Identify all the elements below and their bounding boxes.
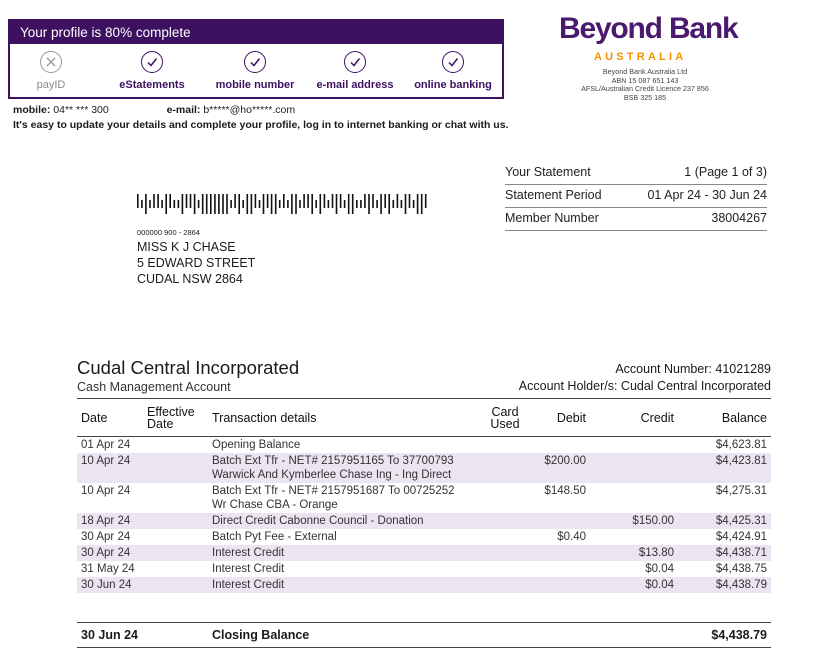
cell-date: 18 Apr 24 — [77, 513, 143, 529]
header-debit: Debit — [538, 399, 590, 437]
address-line: CUDAL NSW 2864 — [137, 272, 243, 286]
details-line: Direct Credit Cabonne Council - Donation — [212, 515, 424, 527]
closing-label: Closing Balance — [212, 628, 310, 642]
header-date: Date — [77, 399, 143, 437]
details-line: Interest Credit — [212, 579, 285, 591]
cell-date: 10 Apr 24 — [81, 485, 131, 497]
account-holder: Account Holder/s: Cudal Central Incorporated — [518, 379, 771, 393]
cell-credit — [590, 483, 678, 513]
bank-info — [545, 68, 745, 102]
cell-credit — [590, 453, 678, 483]
cell-details — [208, 545, 468, 561]
step-label: eStatements — [119, 79, 185, 91]
table-row — [77, 577, 771, 593]
cell-credit — [590, 437, 678, 454]
cell-debit — [538, 561, 590, 577]
cell-debit — [538, 437, 590, 454]
contact-row — [13, 104, 295, 116]
details-line: Batch Ext Tfr - NET# 2157951687 To 00725252 — [212, 485, 455, 497]
cell-details — [208, 453, 468, 483]
cell-effective-date — [143, 453, 208, 483]
step-mobile-number — [200, 51, 310, 91]
cell-credit: $13.80 — [590, 545, 678, 561]
details-line: Batch Ext Tfr - NET# 2157951165 To 37700793 — [212, 455, 454, 467]
bank-info-line: Beyond Bank Australia Ltd — [602, 67, 688, 76]
cell-effective-date — [143, 483, 208, 513]
update-message: It's easy to update your details and complete your profile, log in to internet banking or chat with us. — [13, 119, 509, 131]
transactions-table — [77, 398, 771, 593]
cell-date: 31 May 24 — [81, 563, 135, 575]
step-label: e-mail address — [316, 79, 394, 91]
table-header-row — [77, 399, 771, 437]
cell-effective-date — [143, 513, 208, 529]
cell-card-used — [468, 529, 538, 545]
mobile-value: 04** *** 300 — [53, 104, 109, 116]
x-circle-icon — [40, 51, 62, 73]
table-row — [77, 529, 771, 545]
address-line: 5 EDWARD STREET — [137, 256, 256, 270]
header-card-line: Used — [490, 416, 520, 431]
header-credit: Credit — [590, 399, 678, 437]
cell-card-used — [468, 453, 538, 483]
cell-balance: $4,424.91 — [715, 531, 767, 543]
mailing-address — [137, 239, 255, 287]
closing-date: 30 Jun 24 — [81, 628, 138, 642]
closing-balance: $4,438.79 — [711, 628, 767, 642]
step-label: mobile number — [215, 79, 295, 91]
cell-credit: $0.04 — [645, 563, 674, 575]
cell-card-used — [468, 545, 538, 561]
header-effective-line: Date — [147, 416, 174, 431]
check-circle-icon — [141, 51, 163, 73]
statement-value: 1 (Page 1 of 3) — [684, 165, 767, 179]
cell-date: 10 Apr 24 — [77, 453, 143, 483]
cell-debit — [538, 577, 590, 593]
email-label: e-mail: — [166, 104, 201, 116]
header-card-line: Card — [491, 404, 519, 419]
statement-row — [505, 185, 767, 208]
table-row — [77, 545, 771, 561]
profile-header: Your profile is 80% complete — [10, 21, 502, 44]
closing-divider — [77, 622, 771, 623]
cell-credit: $150.00 — [590, 513, 678, 529]
details-line: Warwick And Kymberlee Chase Ing - Ing Direct — [212, 469, 452, 481]
cell-effective-date — [143, 545, 208, 561]
cell-debit — [538, 513, 590, 529]
account-name: Cudal Central Incorporated — [77, 357, 300, 378]
bank-info-line: BSB 325 185 — [623, 92, 667, 102]
cell-credit — [590, 529, 678, 545]
logo-subtitle: AUSTRALIA — [594, 51, 687, 63]
cell-effective-date — [143, 561, 208, 577]
email-value: b*****@ho*****.com — [203, 104, 296, 116]
cell-details — [208, 577, 468, 593]
header-details: Transaction details — [208, 399, 468, 437]
bank-info-line: ABN 15 087 651 143 — [611, 75, 679, 85]
cell-details — [208, 561, 468, 577]
cell-card-used — [468, 561, 538, 577]
table-row — [77, 483, 771, 513]
bank-info-line: AFSL/Australian Credit Licence 237 856 — [581, 84, 709, 93]
header-effective-date — [143, 399, 208, 437]
check-circle-icon — [344, 51, 366, 73]
table-row — [77, 513, 771, 529]
table-row — [77, 453, 771, 483]
cell-debit: $200.00 — [538, 453, 590, 483]
logo-name: Beyond Bank — [559, 12, 738, 45]
cell-details — [208, 513, 468, 529]
cell-balance: $4,423.81 — [678, 453, 771, 483]
cell-credit: $0.04 — [590, 577, 678, 593]
step-payid — [0, 51, 106, 91]
mobile-label: mobile: — [13, 104, 51, 116]
cell-effective-date — [143, 577, 208, 593]
profile-completion-box — [8, 19, 504, 99]
header-effective-line: Effective — [147, 404, 195, 419]
details-line: Interest Credit — [212, 547, 285, 559]
cell-debit: $148.50 — [544, 485, 586, 497]
cell-balance: $4,275.31 — [715, 485, 767, 497]
step-estatements — [97, 51, 207, 91]
details-line: Opening Balance — [212, 439, 301, 451]
details-line: Batch Pyt Fee - External — [212, 531, 337, 543]
table-row — [77, 437, 771, 454]
address-code: 000000 900 - 2864 — [137, 228, 200, 237]
check-circle-icon — [442, 51, 464, 73]
details-line: Wr Chase CBA - Orange — [212, 499, 338, 511]
cell-details — [208, 529, 468, 545]
cell-balance: $4,438.71 — [678, 545, 771, 561]
step-label: payID — [36, 79, 66, 91]
statement-row — [505, 208, 767, 231]
details-line: Interest Credit — [212, 563, 285, 575]
step-online-banking — [398, 51, 508, 91]
cell-date: 30 Apr 24 — [81, 531, 131, 543]
step-label: online banking — [414, 79, 492, 91]
cell-balance: $4,438.75 — [715, 563, 767, 575]
cell-debit: $0.40 — [557, 531, 586, 543]
cell-date: 30 Apr 24 — [77, 545, 143, 561]
statement-summary — [505, 162, 767, 231]
cell-balance: $4,438.79 — [678, 577, 771, 593]
step-email-address — [300, 51, 410, 91]
statement-label: Your Statement — [505, 165, 591, 179]
account-number: Account Number: 41021289 — [615, 362, 771, 376]
cell-effective-date — [143, 529, 208, 545]
account-type: Cash Management Account — [77, 380, 231, 394]
cell-date: 01 Apr 24 — [81, 439, 131, 451]
header-card-used — [468, 399, 538, 437]
cell-card-used — [468, 513, 538, 529]
closing-divider — [77, 647, 771, 648]
cell-debit — [538, 545, 590, 561]
cell-details — [208, 483, 468, 513]
statement-value: 01 Apr 24 - 30 Jun 24 — [647, 188, 767, 202]
cell-balance: $4,623.81 — [715, 439, 767, 451]
cell-effective-date — [143, 437, 208, 454]
address-line: MISS K J CHASE — [137, 240, 236, 254]
cell-details — [208, 437, 468, 454]
statement-value: 38004267 — [711, 211, 767, 225]
cell-date: 30 Jun 24 — [77, 577, 143, 593]
statement-label: Statement Period — [505, 188, 602, 202]
cell-card-used — [468, 577, 538, 593]
postal-barcode — [137, 192, 429, 216]
statement-row — [505, 162, 767, 185]
check-circle-icon — [244, 51, 266, 73]
table-row — [77, 561, 771, 577]
cell-card-used — [468, 437, 538, 454]
cell-card-used — [468, 483, 538, 513]
header-balance: Balance — [678, 399, 771, 437]
statement-label: Member Number — [505, 211, 599, 225]
cell-balance: $4,425.31 — [678, 513, 771, 529]
